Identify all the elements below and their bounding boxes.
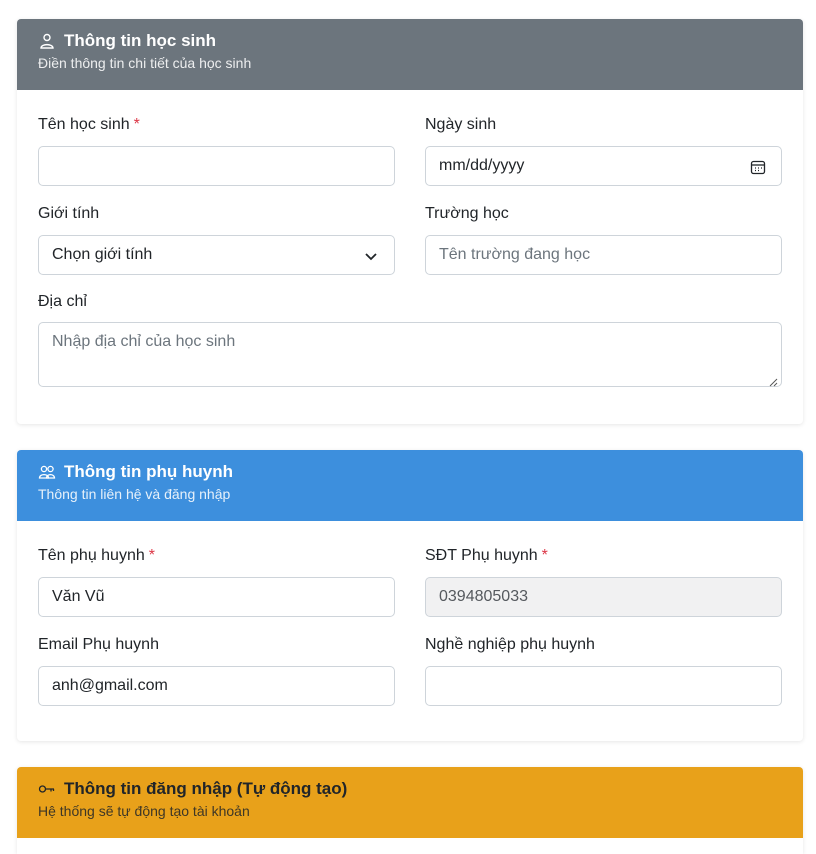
gender-select[interactable] (38, 235, 395, 275)
gender-selected-value: Chọn giới tính (52, 246, 153, 263)
student-name-label: Tên học sinh (38, 116, 130, 133)
parent-email-field (38, 635, 395, 694)
student-name-field (38, 115, 395, 135)
student-card-subtitle: Điền thông tin chi tiết của học sinh (38, 55, 252, 71)
gender-label: Giới tính (38, 205, 100, 222)
parent-name-label: Tên phụ huynh (38, 547, 145, 564)
student-name-input[interactable] (38, 146, 395, 186)
chevron-down-icon (362, 247, 380, 265)
parent-info-card (17, 450, 803, 741)
school-placeholder: Tên trường đang học (439, 246, 591, 263)
resize-grip-icon[interactable] (769, 374, 778, 383)
login-card-subtitle: Hệ thống sẽ tự động tạo tài khoản (38, 803, 250, 819)
parent-card-title: Thông tin phụ huynh (64, 462, 234, 481)
required-mark: * (133, 116, 140, 133)
login-card-header (17, 767, 803, 838)
address-textarea[interactable] (38, 322, 782, 387)
school-label: Trường học (425, 205, 509, 222)
parent-phone-field (425, 546, 782, 605)
parent-card-subtitle: Thông tin liên hệ và đăng nhập (38, 486, 231, 502)
parent-name-input[interactable]: Văn Vũ (38, 577, 395, 617)
parent-job-input[interactable] (425, 666, 782, 706)
parent-name-field (38, 546, 395, 605)
parent-card-header (17, 450, 803, 521)
dob-value: mm/dd/yyyy (439, 157, 525, 174)
parent-job-field (425, 635, 782, 655)
people-icon (38, 463, 56, 481)
login-card-title: Thông tin đăng nhập (Tự động tạo) (64, 779, 348, 798)
dob-label: Ngày sinh (425, 116, 497, 133)
person-icon (38, 32, 56, 50)
student-card-header (17, 19, 803, 90)
address-field (38, 292, 782, 350)
address-placeholder: Nhập địa chỉ của học sinh (52, 333, 236, 350)
key-icon (38, 780, 56, 798)
school-field (425, 204, 782, 263)
student-info-card (17, 19, 803, 424)
login-info-card (17, 767, 803, 854)
parent-email-input[interactable]: anh@gmail.com (38, 666, 395, 706)
parent-email-label: Email Phụ huynh (38, 636, 159, 653)
school-input[interactable] (425, 235, 782, 275)
dob-field (425, 115, 782, 174)
address-label: Địa chỉ (38, 293, 87, 310)
dob-input[interactable] (425, 146, 782, 186)
required-mark: * (541, 547, 548, 564)
parent-phone-input: 0394805033 (425, 577, 782, 617)
student-card-title: Thông tin học sinh (64, 31, 217, 50)
calendar-icon[interactable] (749, 158, 767, 176)
parent-job-label: Nghề nghiệp phụ huynh (425, 636, 595, 653)
parent-phone-label: SĐT Phụ huynh (425, 547, 538, 564)
gender-field (38, 204, 395, 263)
required-mark: * (148, 547, 155, 564)
